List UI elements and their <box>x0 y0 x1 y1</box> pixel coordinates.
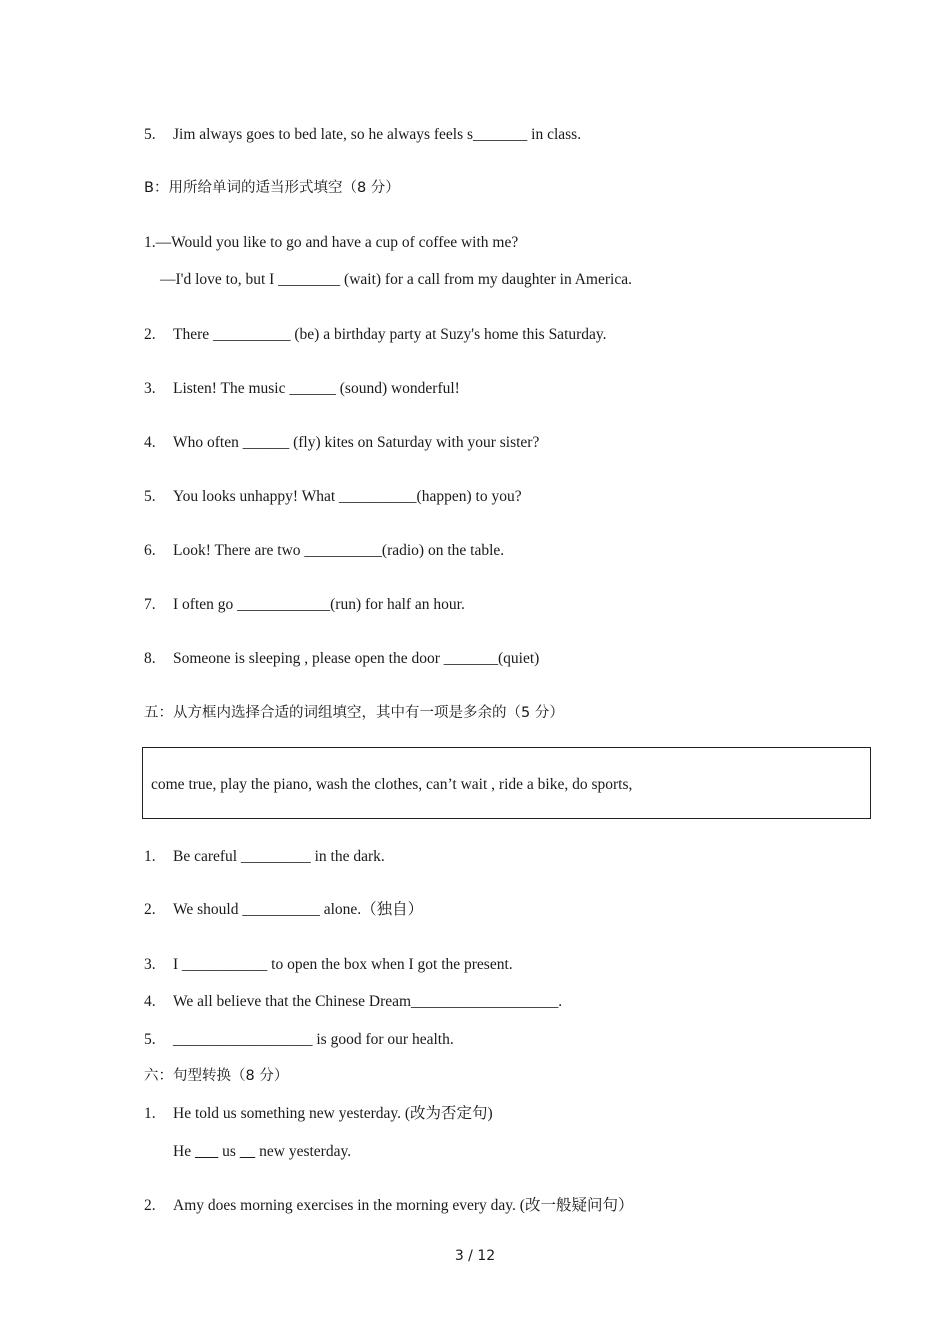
question-text: I ___________ to open the box when I got the present. <box>173 956 513 973</box>
question-text: Amy does morning exercises in the morning every day. (改一般疑问句） <box>173 1197 634 1214</box>
question-text: Who often ______ (fly) kites on Saturday with your sister? <box>173 434 540 451</box>
item-number: 3. <box>144 380 156 397</box>
question-text: Someone is sleeping , please open the door _______(quiet) <box>173 650 540 667</box>
answer-line: —I'd love to, but I ________ (wait) for a call from my daughter in America. <box>160 271 632 288</box>
question-text: Jim always goes to bed late, so he always feels s_______ in class. <box>173 126 582 143</box>
item-number: 4. <box>144 434 156 451</box>
answer-line <box>173 1142 351 1162</box>
section-heading-5: 五：从方框内选择合适的词组填空，其中有一项是多余的（5 分） <box>144 705 564 721</box>
item-number: 5. <box>144 1031 156 1048</box>
question-text: There __________ (be) a birthday party at Suzy's home this Saturday. <box>173 326 607 343</box>
item-number: 3. <box>144 956 156 973</box>
answer-blank <box>240 1143 256 1160</box>
word-box <box>142 747 871 819</box>
answer-word: us <box>222 1143 236 1160</box>
item-number: 8. <box>144 650 156 667</box>
question-text: We all believe that the Chinese Dream___________________. <box>173 993 563 1010</box>
question-text: He told us something new yesterday. (改为否定句) <box>173 1105 493 1122</box>
section-heading-6: 六：句型转换（8 分） <box>144 1068 289 1084</box>
question-text: Look! There are two __________(radio) on the table. <box>173 542 505 559</box>
question-text: Listen! The music ______ (sound) wonderful! <box>173 380 460 397</box>
item-number: 2. <box>144 901 156 918</box>
item-number: 1. <box>144 1105 156 1122</box>
item-number: 2. <box>144 326 156 343</box>
item-number: 5. <box>144 488 156 505</box>
item-number: 7. <box>144 596 156 613</box>
item-number: 4. <box>144 993 156 1010</box>
answer-word: He <box>173 1143 192 1160</box>
question-text: 1.—Would you like to go and have a cup of coffee with me? <box>144 234 519 251</box>
question-text: I often go ____________(run) for half an hour. <box>173 596 465 613</box>
answer-blank <box>195 1143 218 1160</box>
item-number: 1. <box>144 848 156 865</box>
question-text: You looks unhappy! What __________(happen) to you? <box>173 488 522 505</box>
answer-word: new yesterday. <box>259 1143 352 1160</box>
item-number: 6. <box>144 542 156 559</box>
question-text: We should __________ alone.（独自） <box>173 901 424 918</box>
page-number: 3 / 12 <box>454 1248 496 1264</box>
word-box-text: come true, play the piano, wash the clothes, can’t wait , ride a bike, do sports, <box>151 776 633 793</box>
item-number: 2. <box>144 1197 156 1214</box>
section-heading-b: B：用所给单词的适当形式填空（8 分） <box>144 180 400 196</box>
question-text: __________________ is good for our health. <box>173 1031 454 1048</box>
item-number: 5. <box>144 126 156 143</box>
question-text: Be careful _________ in the dark. <box>173 848 385 865</box>
